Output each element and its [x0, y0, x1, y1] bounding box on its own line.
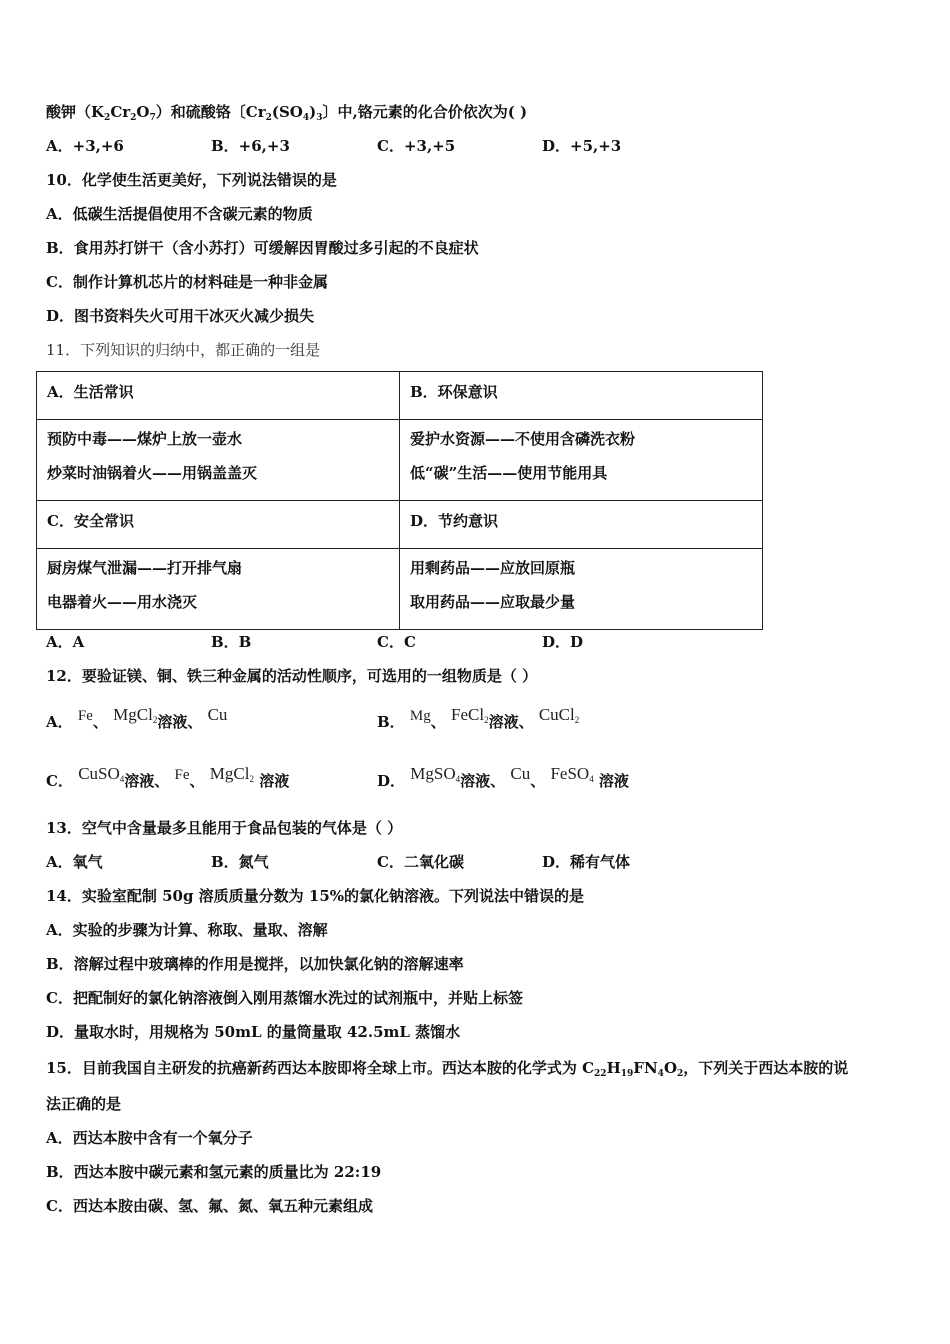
table-line: 炒菜时油锅着火——用锅盖盖灭 — [47, 464, 258, 482]
table-line: 厨房煤气泄漏——打开排气扇 — [47, 559, 243, 577]
q12-option-c: C． CuSO$_4$溶液、 Fe、 MgCl$_2$ 溶液 — [46, 764, 290, 790]
q14-option-c: C．把配制好的氯化钠溶液倒入刚用蒸馏水洗过的试剂瓶中，并贴上标签 — [46, 989, 523, 1007]
table-cell-a-header: A．生活常识 — [37, 372, 400, 420]
q13-option-a: A．氧气 — [46, 853, 103, 871]
table-cell-b-header: B．环保意识 — [400, 372, 763, 420]
q13-stem: 13．空气中含量最多且能用于食品包装的气体是（ ） — [46, 819, 403, 837]
q15-option-b: B．西达本胺中碳元素和氢元素的质量比为 22:19 — [46, 1163, 382, 1181]
q14-stem: 14．实验室配制 50g 溶质质量分数为 15%的氯化钠溶液。下列说法中错误的是 — [46, 887, 585, 905]
table-cell-a-body — [37, 420, 400, 501]
q9-option-d: D．+5,+3 — [542, 137, 622, 155]
q11-option-d: D．D — [542, 633, 584, 651]
table-cell-b-body — [400, 420, 763, 501]
q15-option-a: A．西达本胺中含有一个氧分子 — [46, 1129, 253, 1147]
q10-option-c: C．制作计算机芯片的材料硅是一种非金属 — [46, 273, 328, 291]
q9-option-b: B．+6,+3 — [211, 137, 290, 155]
q15-option-c: C．西达本胺由碳、氢、氟、氮、氧五种元素组成 — [46, 1197, 373, 1215]
q10-option-d: D．图书资料失火可用干冰灭火减少损失 — [46, 307, 315, 325]
q12-option-b: B． Mg、 FeCl$_2$溶液、 CuCl$_2$ — [377, 705, 580, 731]
table-cell-d-body — [400, 549, 763, 630]
table-cell-c-header: C．安全常识 — [37, 501, 400, 549]
table-line: 用剩药品——应放回原瓶 — [410, 559, 576, 577]
table-cell-c-body — [37, 549, 400, 630]
q13-option-d: D．稀有气体 — [542, 853, 631, 871]
table-line: 预防中毒——煤炉上放一壶水 — [47, 430, 243, 448]
q11-stem: 11．下列知识的归纳中，都正确的一组是 — [46, 341, 321, 359]
q15-stem-line2: 法正确的是 — [46, 1095, 122, 1113]
q12-stem: 12．要验证镁、铜、铁三种金属的活动性顺序，可选用的一组物质是（ ） — [46, 667, 538, 685]
q9-option-c: C．+3,+5 — [377, 137, 456, 155]
table-line: 爱护水资源——不使用含磷洗衣粉 — [410, 430, 636, 448]
table-line: 低“碳”生活——使用节能用具 — [410, 464, 608, 482]
q9-option-a: A．+3,+6 — [46, 137, 124, 155]
table-line: 取用药品——应取最少量 — [410, 593, 576, 611]
q9-stem: 酸钾$(K_2Cr_2O_7)$和硫酸铬〔$Cr_2(SO_4)_3$〕中,铬元素的化合价依次为( ) — [46, 103, 528, 123]
q13-option-c: C．二氧化碳 — [377, 853, 464, 871]
q11-option-c: C．C — [377, 633, 416, 651]
q12-option-a: A． Fe、 MgCl$_2$溶液、 Cu — [46, 705, 228, 731]
q13-option-b: B．氮气 — [211, 853, 269, 871]
q11-option-b: B．B — [211, 633, 252, 651]
q10-option-b: B．食用苏打饼干（含小苏打）可缓解因胃酸过多引起的不良症状 — [46, 239, 479, 257]
q11-option-a: A．A — [46, 633, 85, 651]
q10-option-a: A．低碳生活提倡使用不含碳元素的物质 — [46, 205, 313, 223]
q14-option-d: D．量取水时，用规格为 50mL 的量筒量取 42.5mL 蒸馏水 — [46, 1023, 461, 1041]
table-cell-d-header: D．节约意识 — [400, 501, 763, 549]
q11-knowledge-table — [36, 371, 763, 630]
q15-stem: 15．目前我国自主研发的抗癌新药西达本胺即将全球上市。西达本胺的化学式为 $C_{22}H_{19}FN_4O_2$，下列关于西达本胺的说 — [46, 1059, 849, 1079]
q12-option-d: D． MgSO$_4$溶液、 Cu、 FeSO$_4$ 溶液 — [377, 764, 629, 790]
table-line: 电器着火——用水浇灭 — [47, 593, 198, 611]
q10-stem: 10．化学使生活更美好，下列说法错误的是 — [46, 171, 337, 189]
q14-option-b: B．溶解过程中玻璃棒的作用是搅拌，以加快氯化钠的溶解速率 — [46, 955, 464, 973]
q14-option-a: A．实验的步骤为计算、称取、量取、溶解 — [46, 921, 328, 939]
